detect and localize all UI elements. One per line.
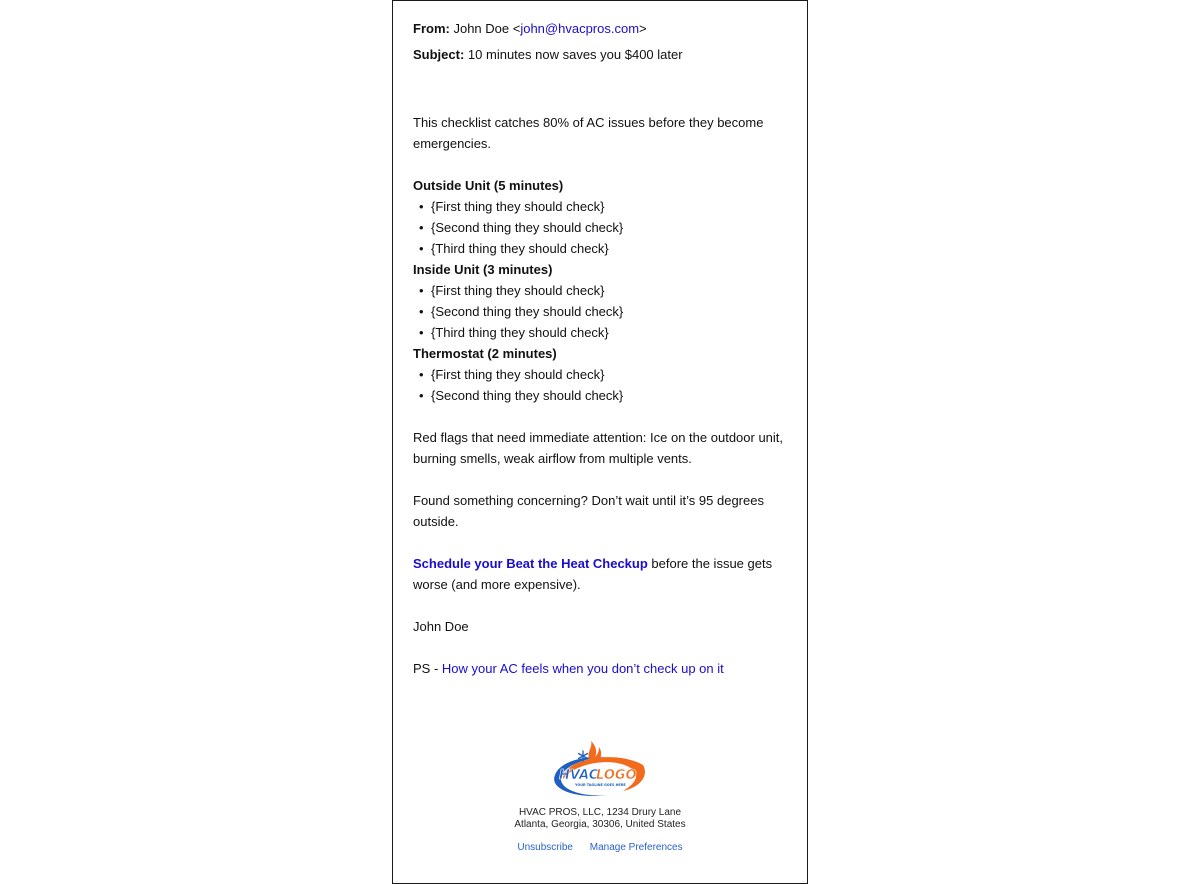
list-item: • {Second thing they should check} <box>419 388 624 403</box>
section-title: Outside Unit (5 minutes) <box>413 178 564 193</box>
list-item: • {First thing they should check} <box>419 367 605 382</box>
list-item-text: {Second thing they should check} <box>431 388 624 403</box>
unsubscribe-link[interactable]: Unsubscribe <box>517 842 573 853</box>
subject-text: 10 minutes now saves you $400 later <box>467 47 683 62</box>
list-item: • {First thing they should check} <box>419 283 605 298</box>
cta-rest-text: before the issue gets worse (and more expensive). <box>413 556 773 592</box>
list-item: • {Third thing they should check} <box>419 241 609 256</box>
list-item-text: {Second thing they should check} <box>431 304 624 319</box>
ps-paragraph <box>413 658 791 679</box>
concerning-paragraph: Found something concerning? Don’t wait until it’s 95 degrees outside. <box>413 493 764 529</box>
list-item-text: {First thing they should check} <box>431 199 605 214</box>
list-item-text: {Second thing they should check} <box>431 220 624 235</box>
checklist-section-thermostat <box>413 343 791 406</box>
schedule-checkup-link[interactable]: Schedule your Beat the Heat Checkup <box>413 556 648 571</box>
from-email-link[interactable]: john@hvacpros.com <box>520 21 640 36</box>
list-item: • {Third thing they should check} <box>419 325 609 340</box>
from-label: From: <box>413 21 450 36</box>
list-item-text: {Third thing they should check} <box>431 325 609 340</box>
list-item-text: {First thing they should check} <box>431 283 605 298</box>
checklist-section-inside <box>413 259 791 343</box>
logo-text-logo: LOGO <box>596 768 637 783</box>
checklist-section-outside <box>413 175 791 259</box>
checklist <box>413 196 791 259</box>
section-title: Thermostat (2 minutes) <box>413 346 557 361</box>
company-address <box>393 807 807 831</box>
list-item-text: {First thing they should check} <box>431 367 605 382</box>
section-title: Inside Unit (3 minutes) <box>413 262 553 277</box>
list-item: • {Second thing they should check} <box>419 304 624 319</box>
checklist <box>413 364 791 406</box>
signature: John Doe <box>413 619 469 634</box>
address-line-1: HVAC PROS, LLC, 1234 Drury Lane <box>518 807 682 818</box>
manage-preferences-link[interactable]: Manage Preferences <box>589 842 683 853</box>
email-body <box>413 112 791 679</box>
footer-links <box>393 842 807 854</box>
logo-text-hvac: HVAC <box>559 768 599 783</box>
cta-paragraph <box>413 553 791 595</box>
hvac-logo <box>545 739 655 801</box>
logo-tagline: YOUR TAGLINE GOES HERE <box>575 783 626 787</box>
subject-line <box>413 44 683 65</box>
hvac-logo-icon <box>545 739 655 801</box>
red-flags-paragraph: Red flags that need immediate attention: Ice on the outdoor unit, burning smells, weak airflow from multiple vents. <box>413 430 784 466</box>
address-line-2: Atlanta, Georgia, 30306, United States <box>514 819 686 830</box>
ps-prefix: PS - <box>413 661 442 676</box>
subject-label: Subject: <box>413 47 465 62</box>
email-container <box>392 0 808 884</box>
from-close: > <box>639 21 647 36</box>
ps-link[interactable]: How your AC feels when you don’t check up on it <box>441 661 724 676</box>
list-item: • {Second thing they should check} <box>419 220 624 235</box>
list-item: • {First thing they should check} <box>419 199 605 214</box>
list-item-text: {Third thing they should check} <box>431 241 609 256</box>
intro-paragraph: This checklist catches 80% of AC issues before they become emergencies. <box>413 115 764 151</box>
from-line <box>413 18 647 39</box>
email-footer <box>393 739 807 854</box>
checklist <box>413 280 791 343</box>
from-name: John Doe < <box>453 21 521 36</box>
